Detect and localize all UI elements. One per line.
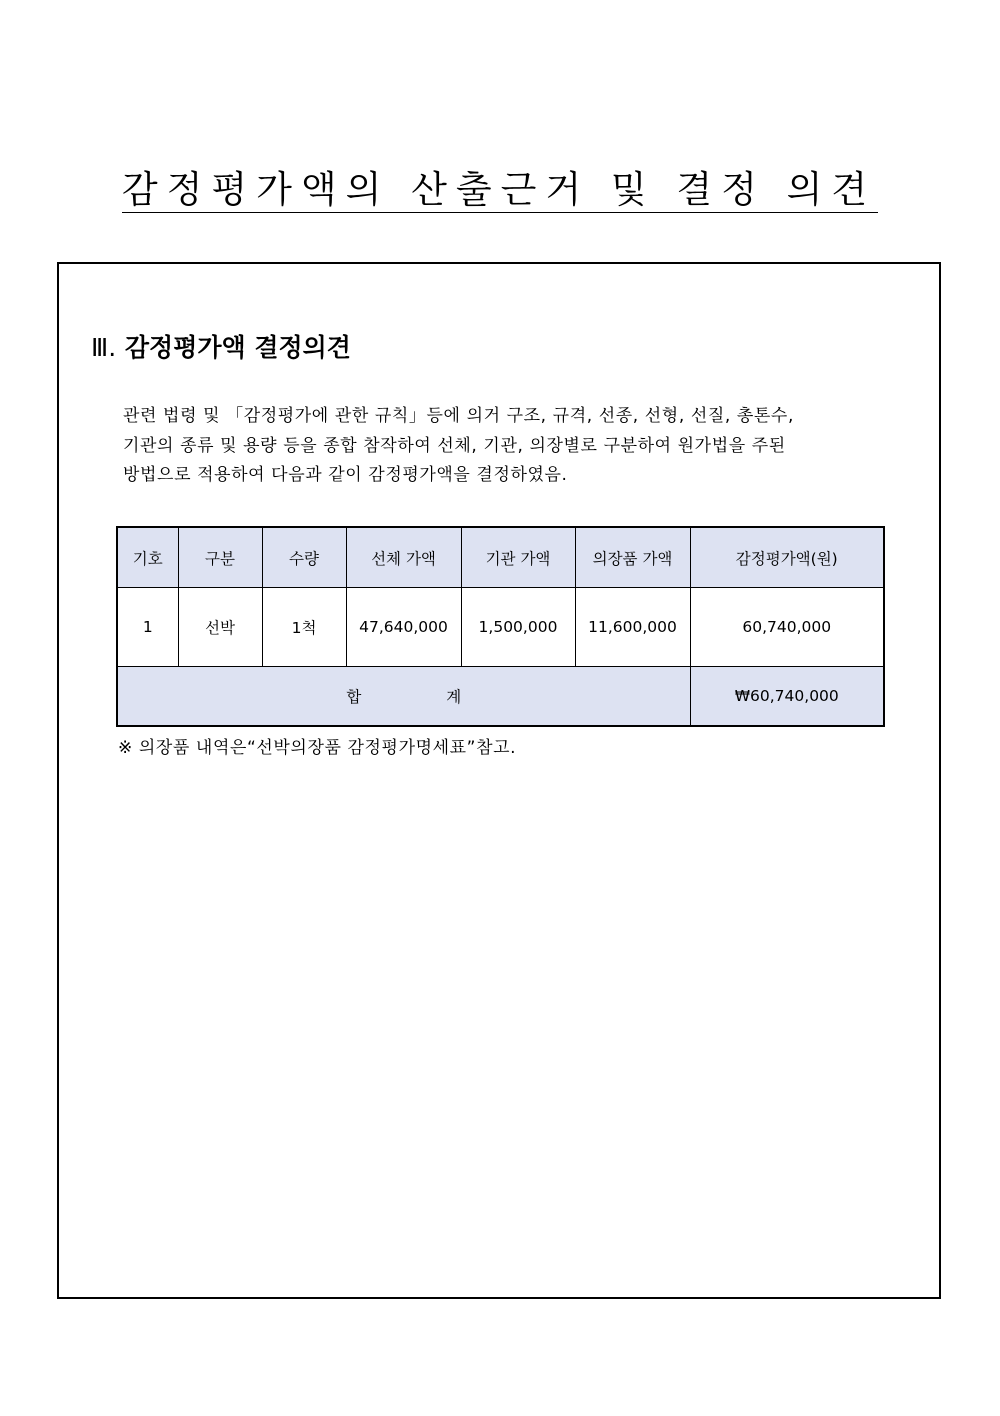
- section-number: Ⅲ.: [91, 333, 117, 362]
- table-row: [117, 588, 884, 667]
- header-cell-category: 구분: [178, 527, 262, 588]
- section-heading: [91, 331, 351, 365]
- appraisal-table: [116, 526, 885, 727]
- cell-quantity: 1척: [262, 588, 346, 667]
- total-label: 합 계: [117, 667, 690, 727]
- header-cell-quantity: 수량: [262, 527, 346, 588]
- paragraph-line: 방법으로 적용하여 다음과 같이 감정평가액을 결정하였음.: [123, 465, 568, 485]
- cell-code: 1: [117, 588, 178, 667]
- footnote: ※ 의장품 내역은“선박의장품 감정평가명세표”참고.: [118, 738, 517, 758]
- table-header-row: [117, 527, 884, 588]
- section-title: 감정평가액 결정의견: [124, 333, 351, 362]
- paragraph-line: 관련 법령 및 「감정평가에 관한 규칙」등에 의거 구조, 규격, 선종, 선형, 선질, 총톤수,: [123, 406, 794, 426]
- header-cell-engine-value: 기관 가액: [461, 527, 575, 588]
- cell-appraised-value: 60,740,000: [690, 588, 884, 667]
- table-total-row: [117, 667, 884, 727]
- cell-outfit-value: 11,600,000: [575, 588, 690, 667]
- cell-category: 선박: [178, 588, 262, 667]
- header-cell-outfit-value: 의장품 가액: [575, 527, 690, 588]
- document-title: [0, 168, 1000, 213]
- body-paragraph: [123, 402, 913, 491]
- header-cell-appraised-value: 감정평가액(원): [690, 527, 884, 588]
- paragraph-line: 기관의 종류 및 용량 등을 종합 참작하여 선체, 기관, 의장별로 구분하여 원가법을 주된: [123, 435, 786, 456]
- cell-engine-value: 1,500,000: [461, 588, 575, 667]
- document-title-text: 감정평가액의 산출근거 및 결정 의견: [121, 168, 877, 211]
- cell-hull-value: 47,640,000: [346, 588, 461, 667]
- total-value: ₩60,740,000: [690, 667, 884, 727]
- header-cell-code: 기호: [117, 527, 178, 588]
- header-cell-hull-value: 선체 가액: [346, 527, 461, 588]
